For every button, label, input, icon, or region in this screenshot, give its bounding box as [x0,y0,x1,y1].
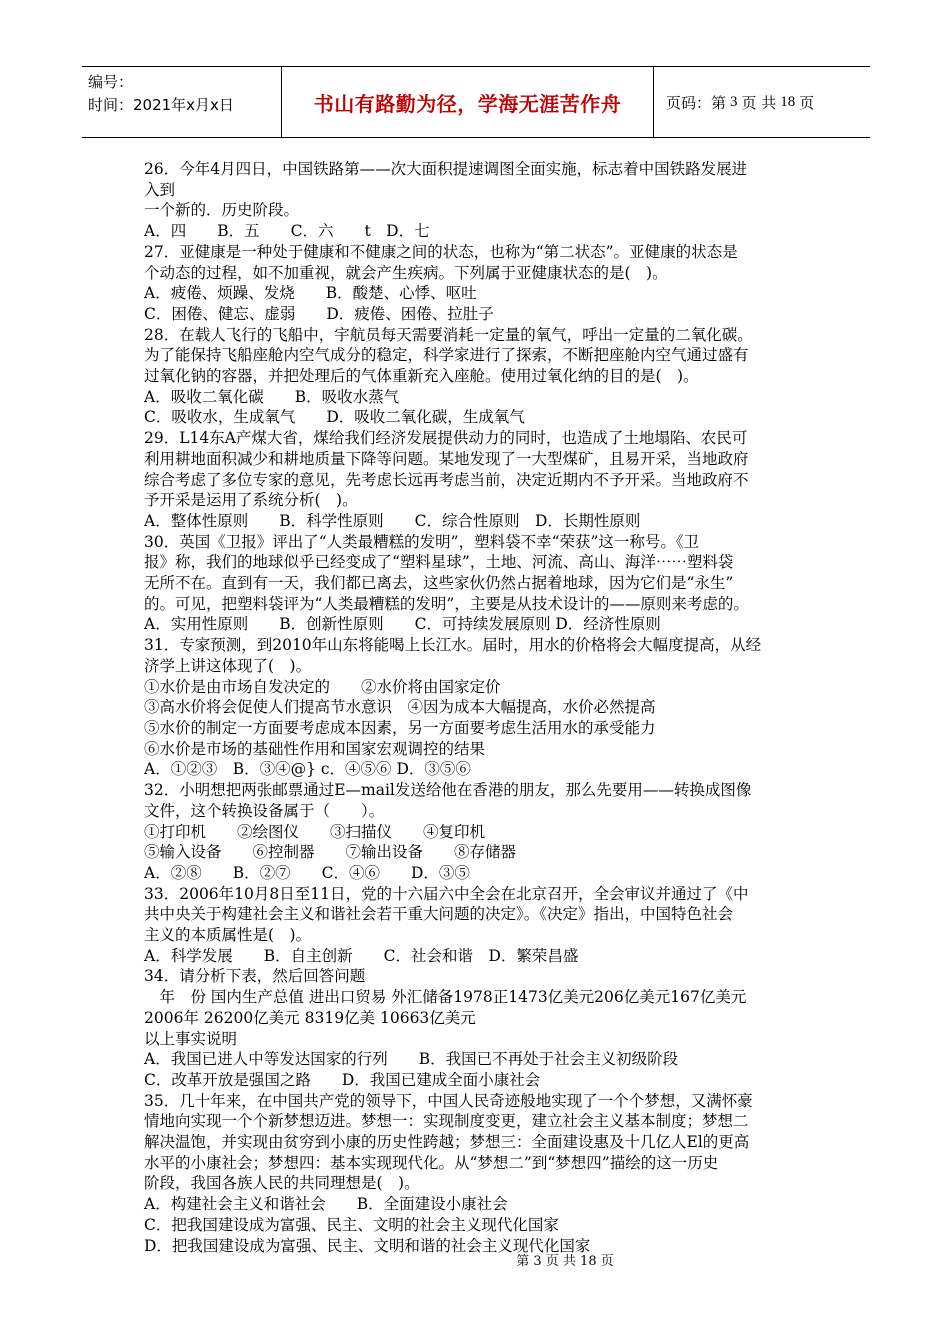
text-line: 2006年 26200亿美元 8319亿美 10663亿美元 [144,1008,476,1027]
text-line: 主义的本质属性是( )。 [144,926,312,945]
page-number: 3 [730,93,738,110]
text-line: 过氧化钠的容器，并把处理后的气体重新充入座舱。使用过氧化纳的目的是( )。 [144,367,699,386]
text-line: 以上事实说明 [144,1029,238,1048]
header-motto-cell [282,67,654,137]
text-line: ⑤水价的制定一方面要考虑成本因素，另一方面要考虑生活用水的承受能力 [144,718,656,737]
text-line: A．实用性原则 B．创新性原则 C．可持续发展原则 D．经济性原则 [144,615,661,634]
text-line: 无所不在。直到有一天，我们都已离去，这些家伙仍然占据着地球，因为它们是“永生” [144,574,734,593]
text-line: A．科学发展 B．自主创新 C．社会和谐 D．繁荣昌盛 [144,946,579,965]
text-line: ⑤输入设备 ⑥控制器 ⑦输出设备 ⑧存储器 [144,843,517,862]
text-line: A．疲倦、烦躁、发烧 B．酸楚、心悸、呕吐 [144,284,477,303]
text-line: 济学上讲这体现了( )。 [144,656,312,675]
text-line: 予开采是运用了系统分析( )。 [144,491,358,510]
text-line: ⑥水价是市场的基础性作用和国家宏观调控的结果 [144,739,486,758]
text-line: 情地向实现一个个新梦想迈进。梦想一：实现制度变更，建立社会主义基本制度；梦想二 [144,1112,749,1131]
text-line: A．构建社会主义和谐社会 B．全面建设小康社会 [144,1195,508,1214]
text-line: 文件，这个转换设备属于（ ）。 [144,801,385,820]
page-end: 页 [799,93,815,112]
time-label: 时间：2021年x月x日 [88,96,234,114]
text-line: 个动态的过程，如不加重视，就会产生疾病。下列属于亚健康状态的是( )。 [144,263,668,282]
page-indicator [654,67,870,137]
text-line: ①打印机 ②绘图仪 ③扫描仪 ④复印机 [144,822,486,841]
text-line: 29．L14东A产煤大省，煤给我们经济发展提供动力的同时，也造成了土地塌陷、农民可 [144,429,748,448]
text-line: 综合考虑了多位专家的意见，先考虑长远再考虑当前，决定近期内不予开采。当地政府不 [144,470,749,489]
text-line: A．我国已进人中等发达国家的行列 B．我国已不再处于社会主义初级阶段 [144,1050,679,1069]
text-line: 31．专家预测，到2010年山东将能喝上长江水。届时，用水的价格将会大幅度提高，从经 [144,636,762,655]
text-line: 报》称，我们的地球似乎已经变成了“塑料星球”，土地、河流、高山、海洋⋯⋯塑料袋 [144,553,734,572]
text-line: C．把我国建设成为富强、民主、文明的社会主义现代化国家 [144,1215,559,1234]
text-line: ①水价是由市场自发决定的 ②水价将由国家定价 [144,677,501,696]
document-body [144,159,808,1256]
header-meta [82,67,282,137]
text-line: 一个新的．历史阶段。 [144,201,300,220]
text-line: C．吸收水，生成氧气 D．吸收二氧化碳，生成氧气 [144,408,525,427]
text-line: 34．请分析下表，然后回答问题 [144,967,366,986]
text-line: 35．几十年来，在中国共产党的领导下，中国人民奇迹般地实现了一个个梦想，又满怀豪 [144,1091,753,1110]
text-line: 解决温饱，并实现由贫穷到小康的历史性跨越；梦想三：全面建设惠及十几亿人El的更高 [144,1133,750,1152]
text-line: A．吸收二氧化碳 B．吸收水蒸气 [144,387,400,406]
text-line: 26．今年4月四日，中国铁路第——次大面积提速调图全面实施，标志着中国铁路发展进 [144,160,748,178]
page-label: 页码：第 [666,93,727,112]
text-line: A．②⑧ B．②⑦ C．④⑥ D．③⑤ [144,863,470,882]
page-footer: 第 3 页 共 18 页 [516,1254,614,1269]
text-line: 27．亚健康是一种处于健康和不健康之间的状态，也称为“第二状态”。亚健康的状态是 [144,242,738,261]
text-line: ③高水价将会促使人们提高节水意识 ④因为成本大幅提高，水价必然提高 [144,698,656,717]
text-line: 32．小明想把两张邮票通过E—mail发送给他在香港的朋友，那么先要用——转换成图像 [144,781,752,800]
text-line: A．整体性原则 B．科学性原则 C．综合性原则 D．长期性原则 [144,511,641,530]
page-mid: 页 共 [741,93,777,112]
text-line: C．困倦、健忘、虚弱 D．疲倦、困倦、拉肚子 [144,304,494,323]
page-total: 18 [780,93,796,110]
text-line: A．四 B．五 C．六 t D．七 [144,222,430,241]
text-line: 年 份 国内生产总值 进出口贸易 外汇储备1978正1473亿美元206亿美元167亿美元 [144,988,747,1007]
text-line: 的。可见，把塑料袋评为“人类最糟糕的发明”，主要是从技术设计的——原则来考虑的。 [144,594,749,613]
text-line: 为了能保持飞船座舱内空气成分的稳定，科学家进行了探索，不断把座舱内空气通过盛有 [144,346,749,365]
text-line: 28．在载人飞行的飞船中，宇航员每天需要消耗一定量的氧气，呼出一定量的二氧化碳。 [144,325,753,344]
text-line: A．①②③ B．③④@} c．④⑤⑥ D．③⑤⑥ [144,760,471,779]
text-line: D．把我国建设成为富强、民主、文明和谐的社会主义现代化国家 [144,1236,591,1255]
text-line: C．改革开放是强国之路 D．我国已建成全面小康社会 [144,1070,541,1089]
text-line: 30．英国《卫报》评出了“人类最糟糕的发明”，塑料袋不幸“荣获”这一称号。《卫 [144,532,700,551]
text-line: 33．2006年10月8日至11日，党的十六届六中全会在北京召开，全会审议并通过了《中 [144,884,749,903]
motto: 书山有路勤为径，学海无涯苦作舟 [313,91,622,116]
text-line: 利用耕地面积减少和耕地质量下降等问题。某地发现了一大型煤矿，且易开采，当地政府 [144,449,749,468]
text-line: 共中央关于构建社会主义和谐社会若干重大问题的决定》。《决定》指出，中国特色社会 [144,905,734,924]
text-line: 阶段，我国各族人民的共同理想是( )。 [144,1174,420,1193]
text-line: 水平的小康社会；梦想四：基本实现现代化。从“梦想二”到“梦想四”描绘的这一历史 [144,1153,719,1172]
text-line: 入到 [144,180,176,199]
page-header [82,66,870,138]
number-label: 编号： [88,73,134,91]
